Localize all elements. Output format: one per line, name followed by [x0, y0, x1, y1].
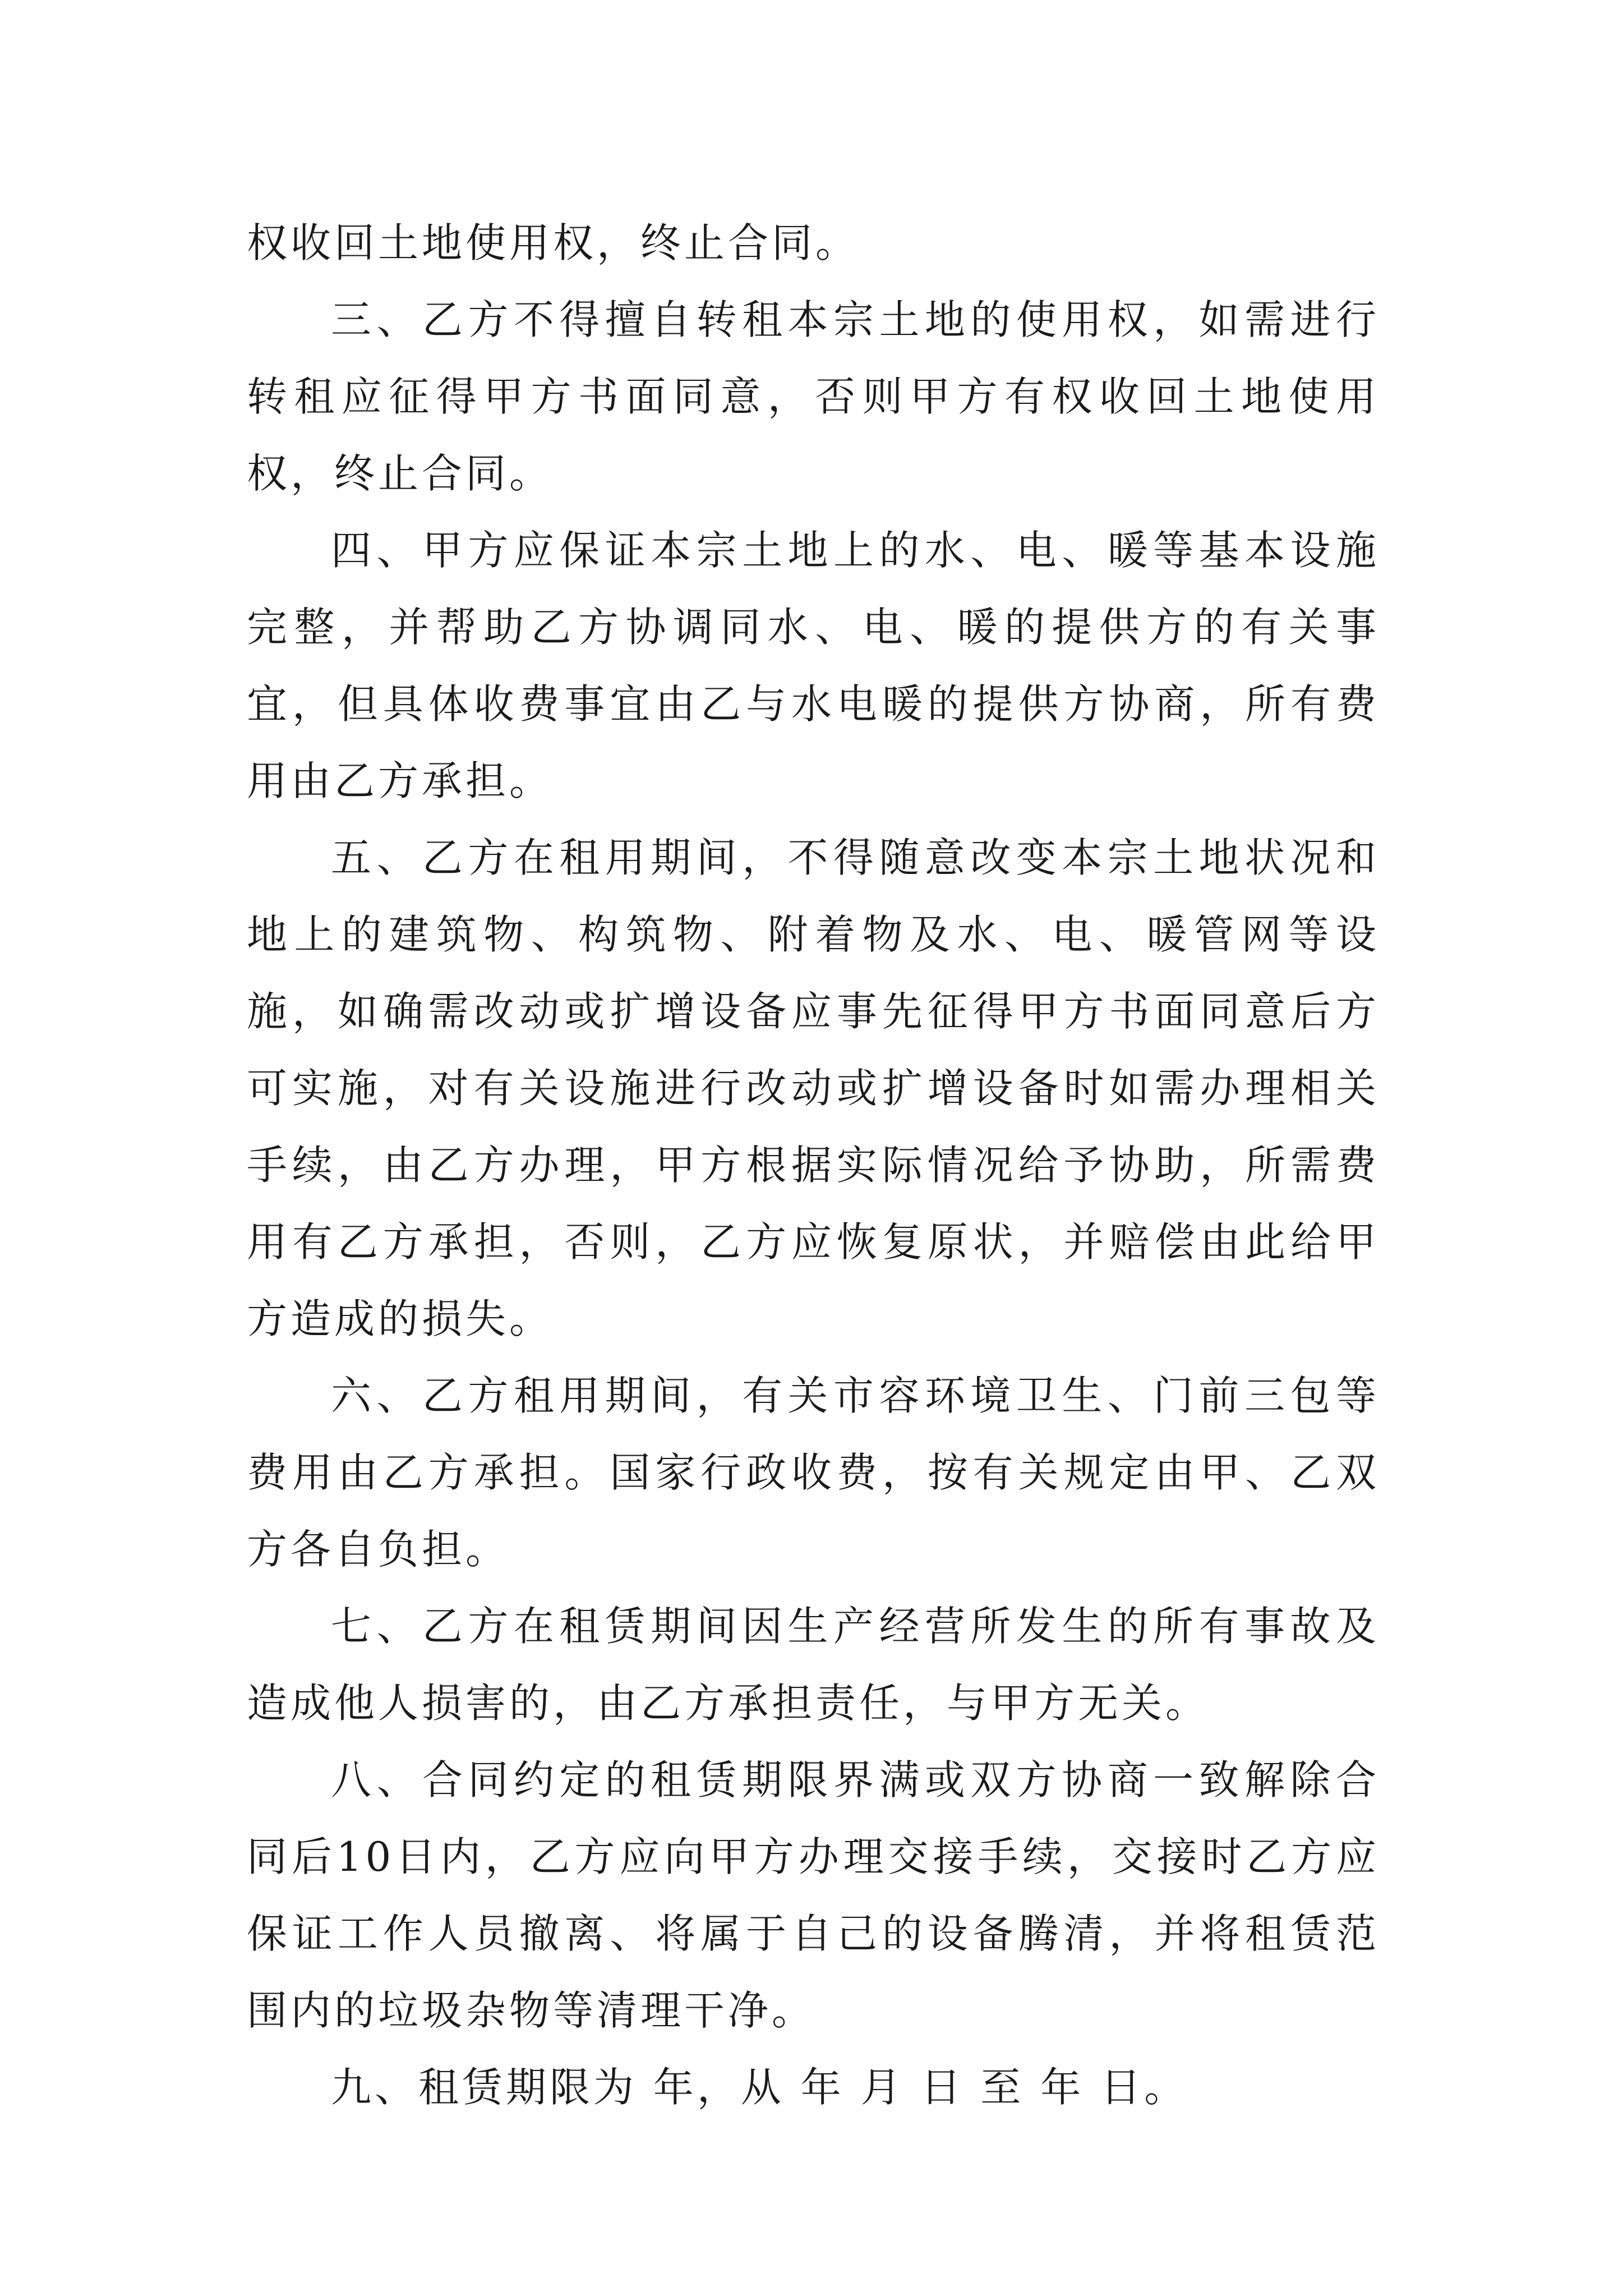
clause-4: 四、甲方应保证本宗土地上的水、电、暖等基本设施完整，并帮助乙方协调同水、电、暖的提供方的有关事宜，但具体收费事宜由乙与水电暖的提供方协商，所有费用由乙方承担。 [247, 527, 1380, 804]
clause-6: 六、乙方租用期间，有关市容环境卫生、门前三包等费用由乙方承担。国家行政收费，按有关规定由甲、乙双方各自负担。 [247, 1372, 1380, 1573]
clause-8: 八、合同约定的租赁期限界满或双方协商一致解除合同后10日内，乙方应向甲方办理交接手续，交接时乙方应保证工作人员撤离、将属于自己的设备腾清，并将租赁范围内的垃圾杂物等清理干净。 [247, 1756, 1380, 2034]
contract-body [247, 205, 1380, 2126]
paragraph-continuation: 权收回土地使用权，终止合同。 [247, 219, 860, 266]
clause-3: 三、乙方不得擅自转租本宗土地的使用权，如需进行转租应征得甲方书面同意，否则甲方有权收回土地使用权，终止合同。 [247, 296, 1380, 497]
clause-9: 九、租赁期限为 年，从 年 月 日 至 年 日。 [331, 2064, 1188, 2111]
clause-5: 五、乙方在租用期间，不得随意改变本宗土地状况和地上的建筑物、构筑物、附着物及水、电、暖管网等设施，如确需改动或扩增设备应事先征得甲方书面同意后方可实施，对有关设施进行改动或扩增设备时如需办理相关手续，由乙方办理，甲方根据实际情况给予协助，所需费用有乙方承担，否则，乙方应恢复原状，并赔偿由此给甲方造成的损失。 [247, 834, 1380, 1342]
clause-7: 七、乙方在租赁期间因生产经营所发生的所有事故及造成他人损害的，由乙方承担责任，与甲方无关。 [247, 1603, 1380, 1727]
